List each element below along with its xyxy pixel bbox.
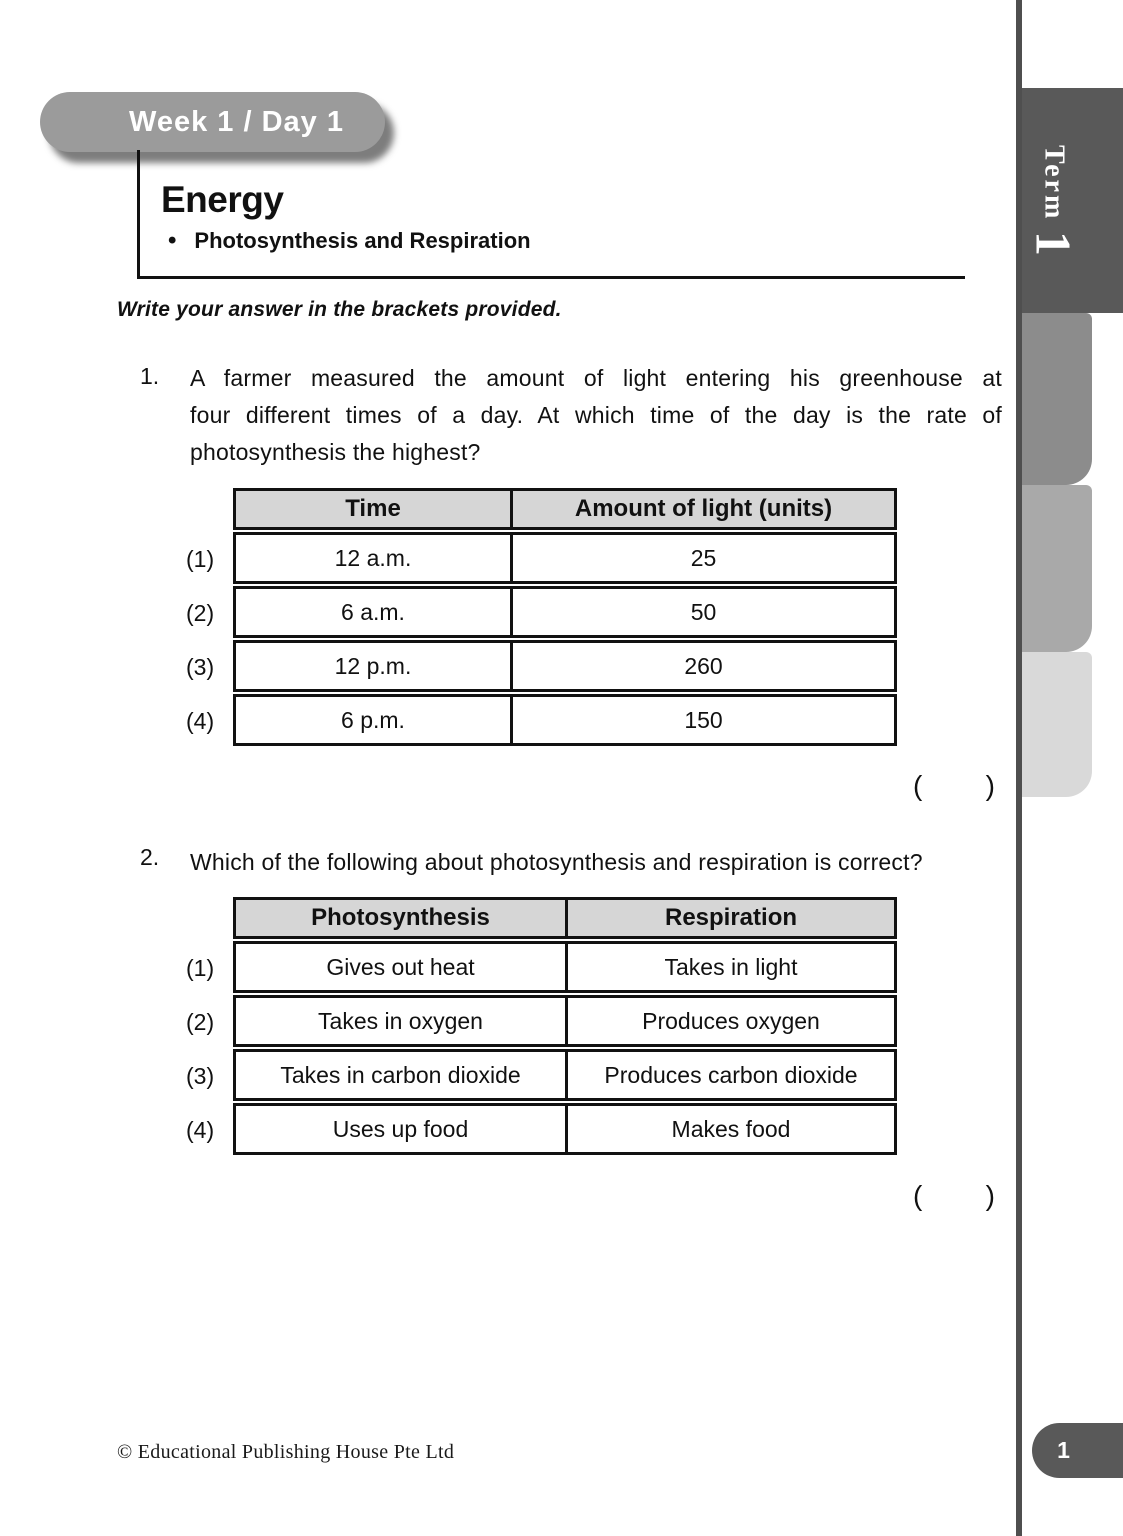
question-1-line-3: photosynthesis the highest? [190,439,481,465]
side-tab-3 [1022,485,1092,652]
table-header-row [233,897,897,939]
table-cell: Takes in light [664,953,798,980]
table-header-cell: Time [236,491,513,527]
question-1-table [186,488,897,748]
question-1-number: 1. [140,363,160,389]
open-bracket: ( [913,770,923,801]
question-2-answer-brackets [913,1180,995,1212]
table-row [233,586,897,638]
table-cell: Takes in oxygen [236,998,568,1044]
question-2-text: Which of the following about photosynthesis and respiration is correct? [190,849,923,875]
table-cell: Uses up food [236,1106,568,1152]
table-cell: 12 p.m. [236,643,513,689]
term-tab-number: 1 [1025,231,1082,257]
question-2-table-grid [233,897,897,1157]
question-2-option-labels [186,897,233,1157]
option-label: (3) [186,653,215,680]
open-bracket: ( [913,1180,923,1211]
table-cell: Gives out heat [236,944,568,990]
question-1-answer-brackets [913,770,995,802]
table-row [233,532,897,584]
copyright-text: © Educational Publishing House Pte Ltd [117,1441,455,1463]
question-1-line-2: four different times of a day. At which time of the day is the rate of [190,402,1002,428]
week-day-label: Week 1 / Day 1 [129,105,344,138]
table-cell: Produces oxygen [642,1007,820,1034]
table-row [233,995,897,1047]
table-cell: Takes in carbon dioxide [236,1052,568,1098]
option-label: (4) [186,707,215,734]
term-tab-label: Term [1038,144,1070,222]
term-tab [1022,88,1123,313]
question-1-table-grid [233,488,897,748]
chapter-subtitle [168,227,531,255]
close-bracket: ) [985,1180,995,1211]
bullet-icon: • [168,227,177,254]
table-row [233,1103,897,1155]
question-1-option-labels [186,488,233,748]
option-label: (3) [186,1062,215,1089]
table-row [233,941,897,993]
table-cell: 25 [690,544,717,571]
question-1-text [190,360,1002,471]
table-cell: 12 a.m. [236,535,513,581]
table-row [233,1049,897,1101]
page-number: 1 [1057,1437,1070,1463]
question-1-line-1: A farmer measured the amount of light entering his greenhouse at [190,365,1002,391]
table-cell: 6 p.m. [236,697,513,743]
chapter-subtitle-text: Photosynthesis and Respiration [194,228,531,253]
table-header-cell: Amount of light (units) [574,495,833,522]
table-cell: 260 [684,652,723,679]
chapter-title: Energy [161,179,284,220]
question-2-number: 2. [140,844,160,870]
table-cell: Makes food [671,1115,791,1142]
close-bracket: ) [985,770,995,801]
table-cell: Produces carbon dioxide [604,1061,858,1088]
table-cell: 150 [684,706,723,733]
table-row [233,640,897,692]
week-day-badge [40,92,385,152]
option-label: (2) [186,599,215,626]
instruction-text: Write your answer in the brackets provided. [117,298,562,321]
side-tab-4 [1022,652,1092,797]
option-label: (4) [186,1116,215,1143]
table-header-cell: Respiration [664,904,798,931]
side-tab-2 [1022,313,1092,485]
option-label: (1) [186,545,215,572]
table-cell: 50 [690,598,717,625]
option-label: (2) [186,1008,215,1035]
table-header-cell: Photosynthesis [236,900,568,936]
table-row [233,694,897,746]
title-frame-vertical-line [137,150,140,278]
page-number-tab [1032,1423,1123,1478]
option-label: (1) [186,954,215,981]
title-frame-horizontal-line [137,276,965,279]
question-2-table [186,897,897,1157]
table-header-row [233,488,897,530]
table-cell: 6 a.m. [236,589,513,635]
